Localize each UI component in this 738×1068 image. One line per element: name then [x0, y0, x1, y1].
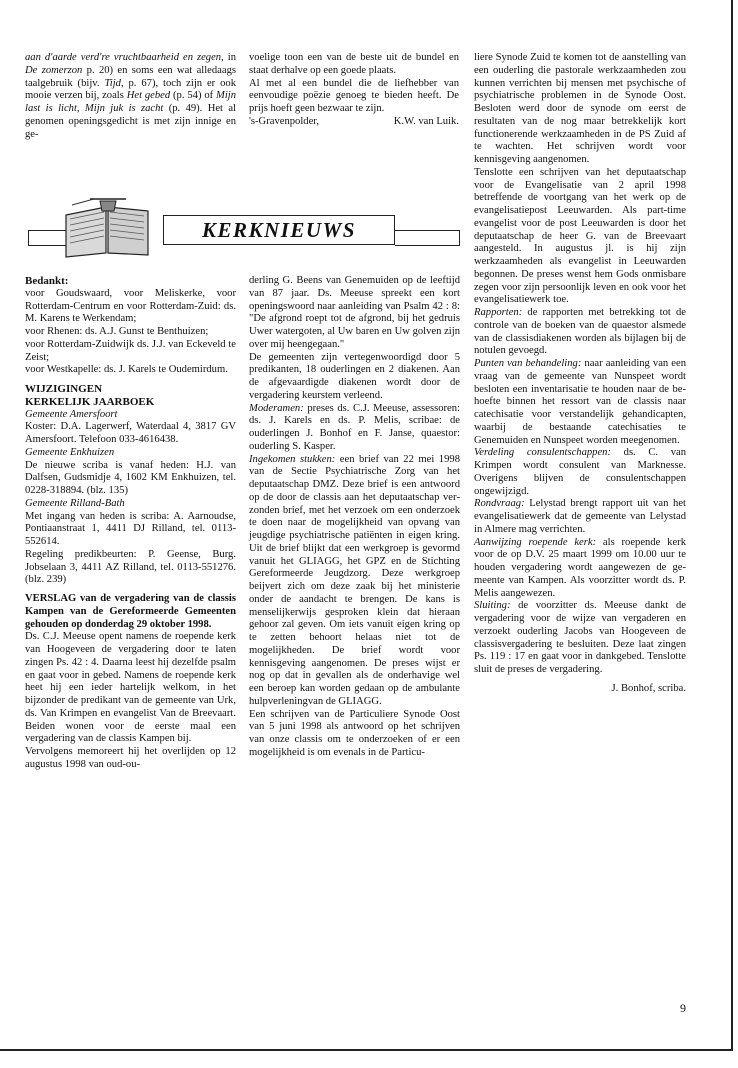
review-place: 's-Gravenpolder, — [249, 115, 320, 127]
section-title: KERKNIEUWS — [202, 217, 356, 242]
verslag-heading: VERSLAG van de vergadering van de classis Kampen van de Gereformeerde Gemeenten gehouden op donderdag 29 oktober 1998. — [25, 593, 236, 630]
review-column-1 — [25, 52, 236, 141]
congregation-name: Gemeente Enkhuizen — [25, 446, 115, 458]
banner-rule-left-low — [28, 230, 29, 245]
verslag-paragraph: Moderamen: preses ds. C.J. Meeuse, assessoren: ds. J. Karels en ds. P. Melis, scribae: de ouderlingen J. Bonhof en F. Janse, quaestor: ouderling S. Kasper. — [249, 402, 460, 452]
banner-rule-right-bottom — [395, 245, 460, 246]
news-column-1 — [25, 275, 236, 772]
congregation-name: Gemeente Amersfoort — [25, 408, 118, 420]
review-paragraph: Al met al een bundel die de liefhebber van eenvoudige poëzie genoeg te bieden heeft. De prijs hoeft geen bezwaar te zijn. — [249, 77, 459, 114]
page-border-bottom — [0, 1049, 733, 1051]
congregation-text: Koster: D.A. Lagerwerf, Waterdaal 4, 3817 GV Amersfoort. Telefoon 033-4616438. — [25, 421, 236, 445]
bedankt-item: voor Rhenen: ds. A.J. Gunst te Benthuizen; — [25, 326, 209, 337]
bedankt-heading: Bedankt: — [25, 275, 69, 287]
verslag-paragraph: Ingekomen stukken: een brief van 22 mei 1998 van de Sectie Psychiatrische Zorg van het deputaatschap DMZ. Deze brief is een antwoord op de door de classis aan het deputaatschap verzonden brief, met het verzoek om een onderzoek te doen naar de mogelijkheid van opvang van jeugdige psychiatrische patiënten in eigen kring. Uit de brief blijkt dat een werkgroep is gevormd vanuit het GLIAGG, het GPZ en de Stichting Gereformeerde Jeugdzorg. Deze werkgroep beijvert zich om deze zaak bij het ministerie onder de aandacht te brengen. De kans is menselijkerwijs gesproken klein dat hieraan gehoor zal geven. Om iets vanuit eigen kring op te zetten behoort helaas niet tot de mogelijkheden. De brief wordt voor kennisgeving aangenomen. De preses wijst er nog op dat in gevallen als de onderhavige wel een beroep kan worden gedaan op de ambulante hulpverleningvan de GLIAGG. — [249, 453, 460, 707]
congregation-text: Regeling predikbeurten: P. Geense, Burg. Jobselaan 3, 4411 AZ Rilland, tel. 0113-551276. (blz. 239) — [25, 548, 236, 586]
page-border-right — [731, 0, 733, 1050]
verslag-paragraph: Rondvraag: Lelystad brengt rapport uit van het evangelisatiewerk dat de gemeente van Lelystad in Almere mag verrichten. — [474, 498, 686, 535]
review-paragraph: aan d'aarde verd're vruchtbaarheid en zegen, in De zomerzon p. 20) en soms een wat alledaags taalgebruik (bijv. Tijd, p. 67), toch zijn er ook mooie verzen bij, zoals Het gebed (p. 54) of Mijn last is licht, Mijn juk is zacht (p. 49). Het al genomen openingsgedicht is met zijn innige en ge- — [25, 52, 237, 140]
report-signature: J. Bonhof, scriba. — [611, 682, 686, 694]
congregation-text: De nieuwe scriba is vanaf heden: H.J. van Dalfsen, Gudsmidje 4, 1602 KM Enkhuizen, tel. 0228-318894. (blz. 135) — [25, 459, 236, 496]
verslag-paragraph: Verdeling consulentschappen: ds. C. van Krimpen wordt consulent van Marknesse. Overigens blijven de consulentschappen ongewijzigd. — [474, 447, 686, 497]
review-column-2 — [249, 52, 459, 129]
wijzigingen-heading: WIJZIGINGEN — [25, 383, 103, 395]
open-book-icon — [60, 197, 154, 259]
verslag-paragraph: liere Synode Zuid te komen tot de aanstelling van een ouderling die pastorale werkzaamheden zou kunnen verrichten bij mensen met psychische of psychiatrische problemen in de Synode Oost. Besloten werd door de synode om eerst de resultaten van de nog maar betrekkelijk kort functionerende werkzaamheden in de PS Zuid af te wachten. Het schrijven wordt voor kennisgeving aangenomen. — [474, 52, 686, 165]
verslag-paragraph: Vervolgens memoreert hij het overlijden op 12 augustus 1998 van oud-ou- — [25, 746, 236, 770]
jaarboek-heading: KERKELIJK JAARBOEK — [25, 395, 155, 408]
verslag-paragraph: De gemeenten zijn vertegenwoordigd door 5 predikanten, 18 ouderlingen en 2 diakenen. Aan de afgevaardigde diakenen wordt door de vergadering keurstem verleend. — [249, 351, 460, 401]
bedankt-item: voor Goudswaard, voor Meliskerke, voor Rotterdam-Centrum en voor Rotterdam-Zuid: ds. M. Karens te Werkendam; — [25, 287, 236, 325]
verslag-paragraph: Ds. C.J. Meeuse opent namens de roepende kerk van Hoogeveen de vergadering door te laten zingen Ps. 42 : 4. Daarna leest hij dezelfde psalm en gaat voor in gebed. Namens de roepende kerk heet hij een ieder hartelijk welkom, in het bijzonder de predikant van de gemeente van Urk, ds. Van Krimpen en evangelist Van de Breevaart. Beiden wonen voor de eerste maal een vergadering van de classis Kampen bij. — [25, 631, 236, 745]
review-signature — [249, 116, 459, 129]
page-number: 9 — [680, 1001, 686, 1015]
banner-rule-right-low — [459, 230, 460, 245]
verslag-paragraph: Tenslotte een schrijven van het deputaatschap voor de Evangelisatie van 2 april 1998 betreffende de voortgang van het werk op de evangelisatiepost Leeuwarden. Als part-time evangelist voor de post Leeuwarden is door het deputaatschap de heer G. van de Breevaart aangesteld. In augustus jl. is hij zijn werkzaamheden als evangelist in Leeuwarden begonnen. De preses wenst hem Gods onmisbare zegen voor zijn persoonlijk leven en ook voor het evangelisatiewerk toe. — [474, 166, 686, 306]
news-column-3 — [474, 52, 686, 696]
verslag-paragraph: Sluiting: de voorzitter ds. Meeuse dankt de vergadering voor de wijze van vergaderen en verzoekt ouderling Jacobs van Hoogeveen de classisvergadering te besluiten. Deze laat zingen Ps. 119 : 17 en gaat voor in dankgebed. Tenslotte sluit de preses de vergadering. — [474, 600, 686, 675]
congregation-text: Met ingang van heden is scriba: A. Aarnoudse, Pontiaanstraat 1, 4411 DJ Rilland, tel. 0113-552614. — [25, 510, 236, 547]
review-paragraph: voelige toon een van de beste uit de bundel en staat derhalve op een goede plaats. — [249, 52, 459, 76]
verslag-paragraph: Aanwijzing roepende kerk: als roepende kerk voor de op D.V. 25 maart 1999 om 10.00 uur te houden vergadering wordt aangewezen de gemeente van Kampen. Als voorzitter wordt ds. P. Melis aangewezen. — [474, 536, 686, 599]
verslag-paragraph: Punten van behandeling: naar aanleiding van een vraag van de gemeente van Nunspeet wordt besloten een inventarisatie te houden naar de behoefte binnen het ressort van de classis naar catechisatie voor verstandelijk gehandicapten, waarbij de bestaande catechisaties te Genemuiden en Nunspeet worden meegenomen. — [474, 358, 686, 446]
review-author: K.W. van Luik. — [393, 115, 459, 127]
verslag-paragraph: derling G. Beens van Genemuiden op de leeftijd van 87 jaar. Ds. Meeuse spreekt een kort openingswoord naar aanleiding van Psalm 42 : 8: "De afgrond roept tot de afgrond, bij het gedruis Uwer watergoten, al Uw baren en Uw golven zijn over mij heengegaan." — [249, 275, 460, 350]
bedankt-item: voor Westkapelle: ds. J. Karels te Oudemirdum. — [25, 364, 228, 376]
verslag-paragraph: Rapporten: de rapporten met betrekking tot de controle van de boeken van de quaestor alsmede van de classisdiakenen worden als bijlagen bij de notulen gevoegd. — [474, 307, 686, 357]
banner-rule-right — [395, 230, 460, 231]
bedankt-item: voor Rotterdam-Zuidwijk ds. J.J. van Eckeveld te Zeist; — [25, 338, 236, 363]
verslag-paragraph: Een schrijven van de Particuliere Synode Oost van 5 juni 1998 als antwoord op het schrijven van onze classis om te onderzoeken of er een mogelijkheid is om evenals in de Particu- — [249, 708, 460, 758]
news-column-2 — [249, 275, 460, 760]
congregation-name: Gemeente Rilland-Bath — [25, 497, 125, 509]
